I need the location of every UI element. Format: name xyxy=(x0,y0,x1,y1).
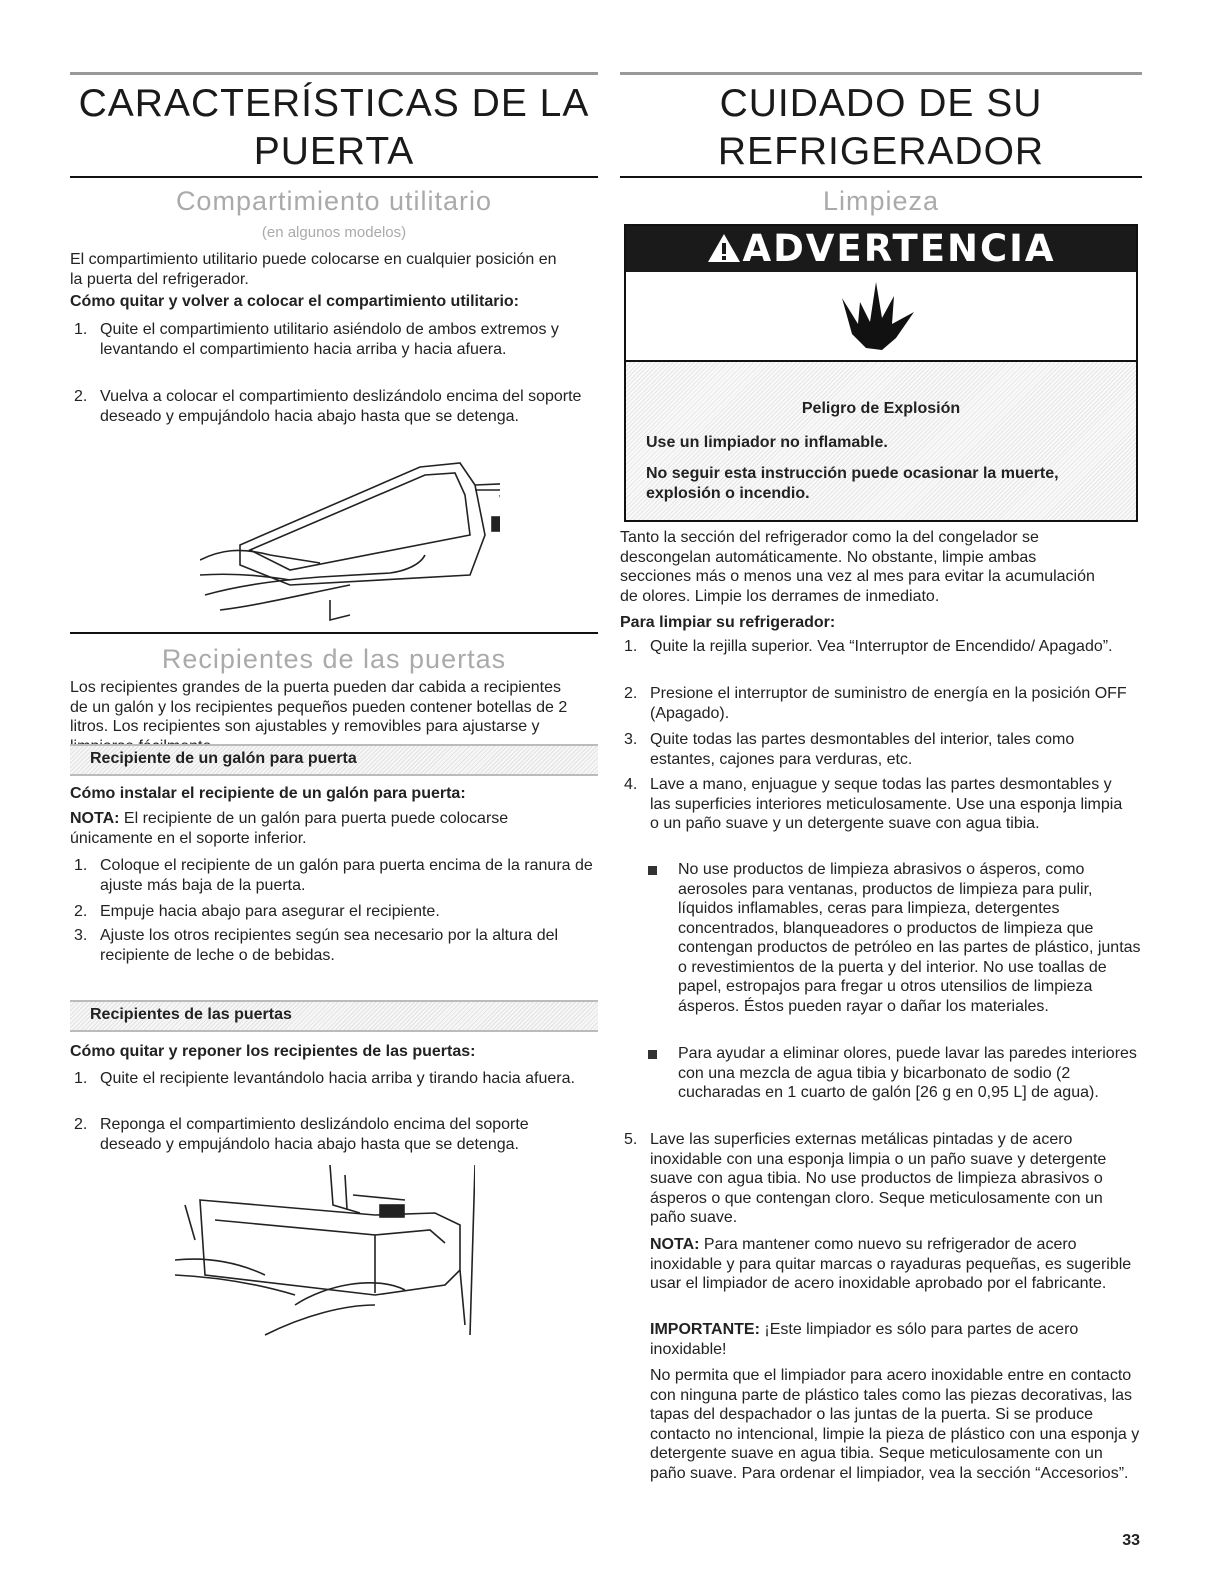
list-item: 3. Ajuste los otros recipientes según sea necesario por la altura del recipiente de leche o de bebidas. xyxy=(74,927,559,964)
explosion-icon xyxy=(838,278,918,354)
warning-header: ADVERTENCIA xyxy=(626,226,1136,272)
list-item: 4. Lave a mano, enjuague y seque todas las partes desmontables y las superficies interiores meticulosamente. Use una esponja limpia o un paño suave y un detergente suave con agua tibia. xyxy=(624,776,1123,832)
list-item: 2. Vuelva a colocar el compartimiento deslizándolo encima del soporte deseado y empujándolo hacia abajo hasta que se detenga. xyxy=(74,388,582,425)
right-title-line2: REFRIGERADOR xyxy=(717,130,1045,173)
cleaning-howto: Para limpiar su refrigerador: xyxy=(620,614,836,631)
list-item: 1. Quite el recipiente levantándolo hacia arriba y tirando hacia afuera. xyxy=(74,1070,575,1087)
list-item: 1. Quite el compartimiento utilitario asiéndolo de ambos extremos y levantando el compartimiento hacia arriba y hacia afuera. xyxy=(74,321,559,358)
door-bins-bar: Recipientes de las puertas xyxy=(70,1000,598,1032)
utility-note: (en algunos modelos) xyxy=(261,224,407,241)
list-item: 2. Reponga el compartimiento deslizándolo encima del soporte deseado y empujándolo hacia abajo hasta que se detenga. xyxy=(74,1116,529,1153)
cleaning-intro: Tanto la sección del refrigerador como la del congelador se descongelan automáticamente. No obstante, limpie ambas secciones más o menos una vez al mes para evitar la acumulación de olores. Limpie los derrames de inmediato. xyxy=(620,529,1095,605)
list-item: 3. Quite todas las partes desmontables del interior, tales como estantes, cajones para verduras, etc. xyxy=(624,731,1075,768)
right-title-line1: CUIDADO DE SU xyxy=(719,82,1043,125)
utility-intro: El compartimiento utilitario puede colocarse en cualquier posición en la puerta del refrigerador. xyxy=(70,251,557,288)
bins-heading: Recipientes de las puertas xyxy=(161,644,507,674)
cleaning-heading: Limpieza xyxy=(822,186,940,216)
title-rule xyxy=(70,176,598,178)
left-title-line2: PUERTA xyxy=(253,130,415,173)
bins-intro: Los recipientes grandes de la puerta pueden dar cabida a recipientes de un galón y los recipientes pequeños pueden contener botellas de 2 litros. Los recipientes son ajustables y removibles para ajustarse y xyxy=(70,679,568,735)
warning-triangle-icon xyxy=(706,232,742,264)
gallon-note: NOTA: El recipiente de un galón para puerta puede colocarse únicamente en el soporte inferior. xyxy=(70,810,509,847)
bullet-item: Para ayudar a eliminar olores, puede lavar las paredes interiores con una mezcla de agua tibia y bicarbonato de sodio (2 cucharadas en 1 cuarto de galón [26 g en 0,95 L] de agua). xyxy=(678,1045,1137,1101)
list-item: 2. Empuje hacia abajo para asegurar el recipiente. xyxy=(74,903,440,920)
warning-hazard: Peligro de Explosión xyxy=(801,400,961,417)
list-item: 1. Quite la rejilla superior. Vea “Interruptor de Encendido/ Apagado”. xyxy=(624,638,1113,655)
page-number: 33 xyxy=(1122,1532,1140,1549)
warning-box xyxy=(624,224,1138,522)
utility-compartment-illustration xyxy=(200,455,500,625)
door-bins-howto: Cómo quitar y reponer los recipientes de las puertas: xyxy=(70,1043,476,1060)
bullet-item: No use productos de limpieza abrasivos o ásperos, como aerosoles para ventanas, productos de limpieza para pulir, líquidos inflamables, ceras para limpieza, detergentes concentrados, blanqueadores o productos de limpieza que contengan productos de petróleo en las partes de plástico, juntas o revestimientos de la puerta y del interior. No use toallas de papel, estropajos para fregar u otros utensilios de limpieza ásperos. Éstos pueden rayar o dañar los materiales. xyxy=(678,861,1141,1015)
left-title-line1: CARACTERÍSTICAS DE LA xyxy=(78,82,590,125)
utility-howto: Cómo quitar y volver a colocar el compartimiento utilitario: xyxy=(70,293,519,310)
important-note: IMPORTANTE: ¡Este limpiador es sólo para partes de acero inoxidable! xyxy=(650,1321,1079,1358)
list-item: 1. Coloque el recipiente de un galón para puerta encima de la ranura de ajuste más baja de la puerta. xyxy=(74,857,593,894)
gallon-bin-bar: Recipiente de un galón para puerta xyxy=(70,744,598,776)
top-rule xyxy=(620,72,1142,75)
section-rule xyxy=(70,632,598,634)
bullet-icon xyxy=(648,866,657,875)
stainless-final: No permita que el limpiador para acero inoxidable entre en contacto con ninguna parte de plástico tales como las piezas decorativas, las tapas del despachador o las juntas de la puerta. Si se produce contacto no intencional, limpie la pieza de plástico con una esponja y detergente suave en agua tibia. Seque meticulosamente con un paño suave. Para ordenar el limpiador, vea la sección “Accesorios”. xyxy=(650,1367,1140,1482)
list-item: 5. Lave las superficies externas metálicas pintadas y de acero inoxidable con una esponja limpia o un paño suave y detergente suave con agua tibia. No use productos de limpieza abrasivos o ásperos o que contengan cloro. Seque meticulosamente con un paño suave. xyxy=(624,1131,1107,1226)
list-item: 2. Presione el interruptor de suministro de energía en la posición OFF (Apagado). xyxy=(624,685,1127,722)
utility-heading: Compartimiento utilitario xyxy=(175,186,493,216)
warning-line2: No seguir esta instrucción puede ocasionar la muerte, explosión o incendio. xyxy=(646,465,1059,502)
gallon-howto: Cómo instalar el recipiente de un galón para puerta: xyxy=(70,785,466,802)
top-rule xyxy=(70,72,598,75)
stainless-note: NOTA: Para mantener como nuevo su refrigerador de acero inoxidable y para quitar marcas o rayaduras pequeñas, es sugerible usar el limpiador de acero inoxidable aprobado por el fabricante. xyxy=(650,1236,1132,1292)
warning-line1: Use un limpiador no inflamable. xyxy=(646,434,888,451)
bullet-icon xyxy=(648,1050,657,1059)
door-bin-illustration xyxy=(175,1165,475,1340)
title-rule xyxy=(620,176,1142,178)
